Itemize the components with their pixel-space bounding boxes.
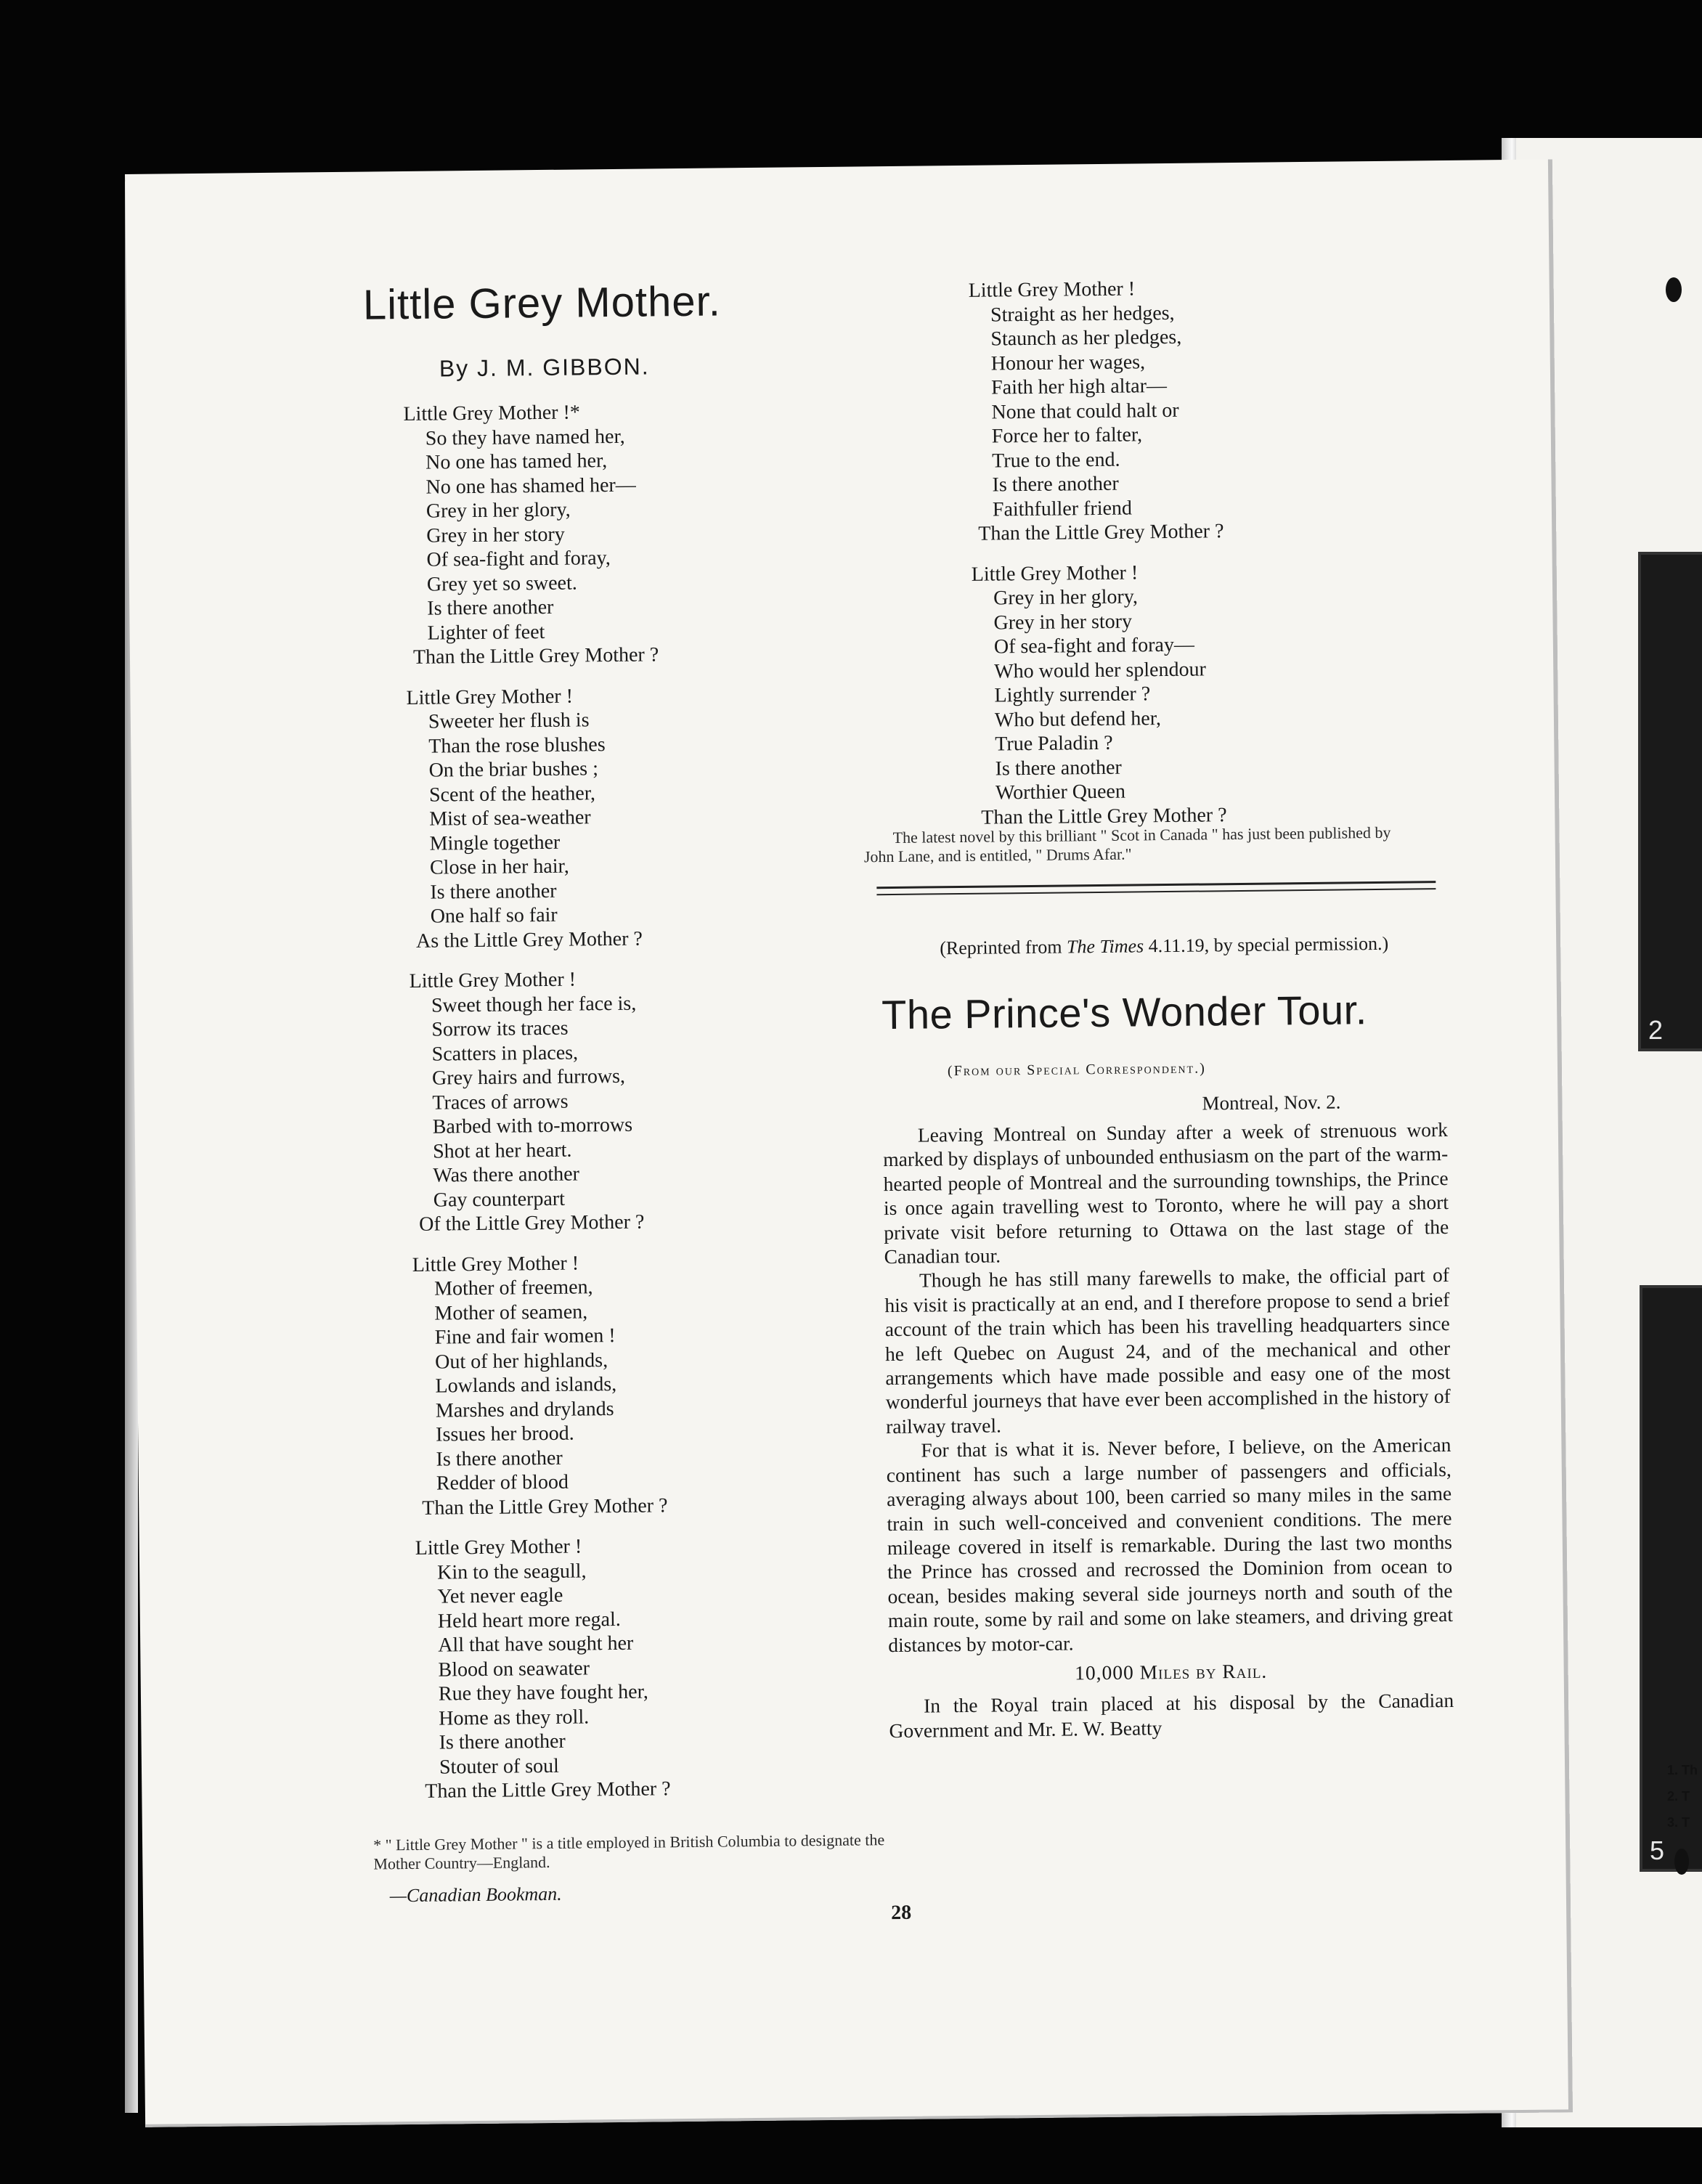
article-paragraph: In the Royal train placed at his disposal by the Canadian Government and Mr. E. W. Beatty: [889, 1689, 1454, 1742]
poem-line: Is there another: [995, 756, 1122, 780]
poem-line: Little Grey Mother !: [406, 685, 574, 709]
poem-line: Is there another: [439, 1729, 566, 1754]
poem-line: Kin to the seagull,: [437, 1559, 587, 1584]
poem-line: Was there another: [433, 1162, 580, 1187]
article-dateline: Montreal, Nov. 2.: [1202, 1091, 1341, 1115]
poem-line: Barbed with to-morrows: [432, 1113, 633, 1138]
poem-line: Of the Little Grey Mother ?: [419, 1210, 645, 1236]
poem-line: None that could halt or: [991, 399, 1179, 424]
footnote-source: —Canadian Bookman.: [389, 1883, 562, 1907]
poem-stanza: [406, 683, 661, 953]
poem-stanza: [409, 966, 664, 1236]
poem-line: Grey in her story: [993, 610, 1133, 635]
poem-line: Grey in her glory,: [426, 498, 571, 523]
poem-line: Sweet though her face is,: [431, 992, 637, 1017]
poem-line: Mother of freemen,: [433, 1276, 593, 1300]
article-body: [883, 1117, 1454, 1743]
photo-number: 5: [1650, 1835, 1665, 1865]
poem-line: Little Grey Mother !: [971, 561, 1139, 586]
poem-line: Fine and fair women !: [434, 1324, 616, 1349]
poem-line: No one has shamed her—: [426, 473, 636, 499]
poem-line: Of sea-fight and foray—: [993, 633, 1195, 659]
poem-line: Gay counterpart: [433, 1187, 566, 1212]
poem-author: By J. M. GIBBON.: [439, 353, 650, 382]
poem-line: Staunch as her pledges,: [990, 325, 1182, 351]
poem-line: Little Grey Mother !*: [403, 401, 581, 426]
poem-line: One half so fair: [430, 903, 558, 928]
photo-caption: 2. T: [1667, 1789, 1690, 1804]
poem-line: Close in her hair,: [429, 855, 569, 879]
poem-line: Is there another: [427, 595, 554, 620]
poem-line: Scent of the heather,: [428, 781, 596, 807]
poem-line: Grey in her story: [426, 523, 565, 547]
poem-line: Straight as her hedges,: [990, 301, 1175, 327]
poem-line: Than the Little Grey Mother ?: [422, 1494, 668, 1520]
poem-line: Mist of sea-weather: [429, 806, 591, 831]
article-paragraph: For that is what it is. Never before, I believe, on the American continent has such a large number of passengers and officials, averaging always about 100, been carried so many miles in the same train in such well-conceived and convenient conditions. The mere mileage covered in itself is remarkable. During the last two months the Prince has crossed and recrossed the Dominion from ocean to ocean, besides making several side journeys north and south of the main route, some by rail and some on lake steamers, and driving great distances by motor-car.: [886, 1433, 1454, 1656]
reprint-text: (Reprinted from: [940, 936, 1067, 959]
poem-note: The latest novel by this brilliant " Scot in Canada " has just been published by John Lane, and is entitled, " Drums Afar.": [863, 823, 1391, 866]
ink-blot: [1666, 277, 1682, 302]
poem-line: Is there another: [992, 472, 1119, 497]
article-title: The Prince's Wonder Tour.: [881, 987, 1368, 1038]
poem-line: Redder of blood: [436, 1470, 569, 1495]
ink-blot: [1674, 1849, 1689, 1875]
photo-number: 2: [1648, 1015, 1664, 1045]
poem-line: Is there another: [436, 1446, 563, 1471]
poem-stanza: [403, 399, 659, 669]
poem-line: Honour her wages,: [990, 350, 1146, 375]
reprint-publication: The Times: [1066, 935, 1144, 958]
photo-caption: 3. T: [1667, 1815, 1690, 1830]
poem-line: Out of her highlands,: [434, 1348, 608, 1374]
poem-line: Sorrow its traces: [431, 1016, 569, 1041]
poem-line: Scatters in places,: [431, 1041, 579, 1066]
poem-line: All that have sought her: [438, 1631, 634, 1657]
poem-line: Faithfuller friend: [992, 497, 1133, 521]
poem-line: Mother of seamen,: [434, 1300, 588, 1325]
poem-line: Who would her splendour: [994, 657, 1206, 682]
poem-left-column: [403, 399, 671, 1820]
poem-line: Little Grey Mother !: [409, 968, 577, 993]
photo-5: [1640, 1285, 1702, 1872]
poem-line: Force her to falter,: [991, 423, 1143, 448]
poem-line: Issues her brood.: [436, 1422, 574, 1446]
page-number: 28: [890, 1901, 912, 1925]
poem-line: Little Grey Mother !: [415, 1535, 582, 1560]
poem-line: Than the Little Grey Mother ?: [425, 1777, 671, 1803]
poem-line: Little Grey Mother !: [412, 1252, 579, 1276]
poem-stanza: [969, 276, 1224, 546]
poem-stanza: [972, 560, 1227, 830]
poem-line: Than the Little Grey Mother ?: [978, 520, 1224, 545]
poem-line: True to the end.: [992, 448, 1120, 473]
poem-title: Little Grey Mother.: [362, 277, 722, 329]
poem-line: Mingle together: [429, 831, 561, 855]
article-byline: (From our Special Correspondent.): [947, 1060, 1206, 1080]
poem-line: Of sea-fight and foray,: [426, 547, 611, 571]
poem-line: Grey yet so sweet.: [426, 571, 577, 596]
poem-line: Marshes and drylands: [435, 1397, 614, 1422]
poem-line: Little Grey Mother !: [968, 277, 1136, 302]
poem-line: Faith her high altar—: [990, 374, 1168, 399]
reprint-notice: [881, 932, 1447, 961]
poem-line: Lowlands and islands,: [435, 1373, 617, 1398]
poem-line: Than the Little Grey Mother ?: [981, 803, 1227, 829]
poem-line: So they have named her,: [425, 425, 625, 450]
poem-line: Sweeter her flush is: [428, 709, 590, 733]
poem-line: Than the Little Grey Mother ?: [412, 643, 659, 669]
poem-line: Blood on seawater: [438, 1656, 590, 1682]
reprint-text: 4.11.19, by special permission.): [1144, 932, 1389, 957]
divider-rule: [876, 881, 1436, 889]
poem-footnote: * " Little Grey Mother " is a title employed in British Columbia to designate the Mother Country—England.: [372, 1830, 885, 1873]
poem-right-column: [969, 276, 1227, 846]
poem-line: True Paladin ?: [995, 731, 1113, 756]
poem-line: Lighter of feet: [427, 620, 545, 645]
poem-line: Lightly surrender ?: [994, 682, 1151, 707]
poem-line: No one has tamed her,: [426, 449, 608, 474]
photo-2: [1638, 552, 1702, 1051]
divider-rule: [876, 888, 1436, 895]
poem-line: Grey in her glory,: [993, 585, 1139, 610]
magazine-page: [125, 159, 1573, 2127]
poem-line: Home as they roll.: [439, 1705, 590, 1730]
article-subhead: 10,000 Miles by Rail.: [1074, 1659, 1268, 1684]
poem-stanza: [412, 1250, 668, 1520]
poem-line: Held heart more regal.: [437, 1608, 621, 1633]
poem-line: Grey hairs and furrows,: [431, 1064, 626, 1090]
poem-line: Worthier Queen: [995, 780, 1126, 804]
poem-line: Rue they have fought her,: [438, 1680, 648, 1706]
poem-line: Than the rose blushes: [428, 733, 606, 758]
poem-line: Who but defend her,: [994, 706, 1162, 731]
photo-caption: 1. Th: [1667, 1763, 1698, 1777]
poem-line: Yet never eagle: [437, 1584, 563, 1608]
article-paragraph: Though he has still many farewells to make, the official part of his visit is practically at an end, and I therefore propose to send a brief account of the train which has been his travelling headquarters since he left Quebec on August 24, and of the mechanical and other arrangements which have made possible and easy one of the most wonderful journeys that have ever been accomplished in the history of railway travel.: [884, 1263, 1451, 1438]
poem-line: On the briar bushes ;: [428, 757, 599, 782]
article-paragraph: Leaving Montreal on Sunday after a week of strenuous work marked by displays of unbounded enthusiasm on the part of the warm-hearted people of Montreal and the surrounding townships, the Prince is once again travelling west to Toronto, where he will pay a short private visit before returning to Ottawa on the last stage of the Canadian tour.: [883, 1117, 1449, 1268]
poem-line: As the Little Grey Mother ?: [415, 927, 643, 953]
poem-stanza: [415, 1533, 671, 1804]
poem-line: Stouter of soul: [439, 1754, 560, 1779]
poem-line: Shot at her heart.: [432, 1138, 572, 1163]
poem-line: Traces of arrows: [432, 1090, 569, 1115]
poem-line: Is there another: [430, 879, 557, 904]
